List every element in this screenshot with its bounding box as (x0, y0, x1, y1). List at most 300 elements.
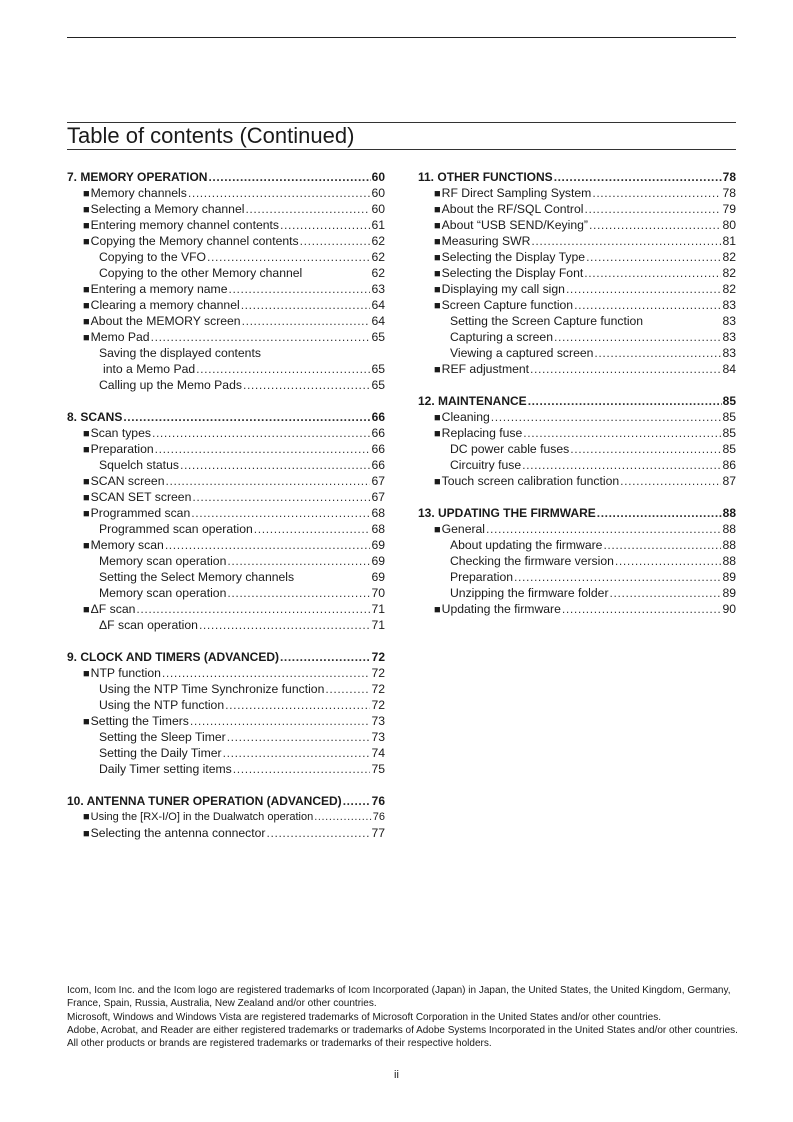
toc-entry-label (434, 297, 573, 314)
toc-page-number: 60 (371, 202, 385, 216)
toc-entry[interactable] (418, 585, 736, 601)
dot-leader (514, 569, 721, 585)
toc-entry-text: 10. ANTENNA TUNER OPERATION (ADVANCED) (67, 794, 342, 808)
toc-entry[interactable] (67, 505, 385, 521)
toc-entry[interactable] (67, 537, 385, 553)
square-bullet-icon: ■ (83, 284, 90, 296)
toc-page-number: 64 (371, 298, 385, 312)
toc-entry-label (434, 217, 588, 234)
toc-entry-label (99, 761, 232, 777)
toc-entry[interactable] (67, 601, 385, 617)
toc-entry-text: About “USB SEND/Keying” (441, 218, 588, 232)
toc-entry-text: 11. OTHER FUNCTIONS (418, 170, 553, 184)
toc-entry[interactable] (418, 201, 736, 217)
toc-entry-label (83, 425, 151, 442)
toc-entry-label (99, 697, 224, 713)
toc-entry[interactable] (67, 297, 385, 313)
toc-entry[interactable] (418, 425, 736, 441)
square-bullet-icon: ■ (83, 236, 90, 248)
dot-leader (610, 585, 722, 601)
dot-leader (192, 489, 370, 505)
toc-entry-text: Daily Timer setting items (99, 762, 232, 776)
square-bullet-icon: ■ (83, 476, 90, 488)
dot-leader (615, 553, 722, 569)
square-bullet-icon: ■ (83, 508, 90, 520)
dot-leader (486, 521, 721, 537)
square-bullet-icon: ■ (83, 604, 90, 616)
toc-entry-label (83, 809, 313, 825)
toc-section (418, 393, 736, 489)
dot-leader (241, 297, 371, 313)
toc-entry-label (434, 201, 583, 218)
toc-entry-label (434, 281, 565, 298)
dot-leader (584, 265, 721, 281)
toc-page-number: 62 (371, 234, 385, 248)
dot-leader (528, 393, 722, 409)
toc-entry-label (83, 233, 299, 250)
toc-page-number: 72 (371, 666, 385, 680)
toc-entry[interactable] (418, 185, 736, 201)
toc-entry-text: Setting the Timers (90, 714, 189, 728)
square-bullet-icon: ■ (434, 412, 441, 424)
toc-entry[interactable] (418, 233, 736, 249)
dot-leader (190, 713, 371, 729)
dot-leader (280, 649, 371, 665)
dot-leader (233, 761, 371, 777)
toc-page-number: 83 (722, 330, 736, 344)
toc-entry[interactable] (418, 281, 736, 297)
toc-entry[interactable] (418, 441, 736, 457)
toc-entry-text: Setting the Select Memory channels (99, 570, 295, 584)
toc-entry-text: 13. UPDATING THE FIRMWARE (418, 506, 596, 520)
toc-entry[interactable] (67, 697, 385, 713)
dot-leader (227, 553, 370, 569)
toc-entry-text: Viewing a captured screen (450, 346, 594, 360)
toc-entry[interactable] (67, 345, 385, 361)
dot-leader (165, 473, 370, 489)
toc-entry-text: Memory scan (90, 538, 164, 552)
toc-page-number: 64 (371, 314, 385, 328)
toc-entry-label (83, 665, 161, 682)
square-bullet-icon: ■ (83, 811, 90, 823)
toc-left-column (67, 169, 385, 857)
toc-entry-text: Programmed scan (90, 506, 191, 520)
toc-entry-label (434, 233, 530, 250)
toc-entry-label (450, 329, 553, 345)
toc-entry-label (83, 713, 189, 730)
trademark-line-2: Microsoft, Windows and Windows Vista are registered trademarks of Microsoft Corporation in the United States and/or other countries. (67, 1011, 661, 1023)
toc-page-number: 67 (371, 474, 385, 488)
square-bullet-icon: ■ (83, 540, 90, 552)
toc-entry[interactable] (418, 217, 736, 233)
toc-entry-text: Screen Capture function (441, 298, 574, 312)
toc-entry[interactable] (67, 377, 385, 393)
dot-leader (574, 297, 721, 313)
toc-entry[interactable] (67, 713, 385, 729)
toc-page-number: 69 (371, 570, 385, 584)
toc-entry-label (434, 249, 585, 266)
toc-entry[interactable] (67, 761, 385, 777)
toc-entry-text: Programmed scan operation (99, 522, 253, 536)
toc-section (67, 409, 385, 633)
toc-entry[interactable] (67, 281, 385, 297)
toc-entry[interactable] (67, 441, 385, 457)
toc-entry-label (450, 457, 521, 473)
toc-entry[interactable] (67, 313, 385, 329)
toc-entry-label (99, 729, 226, 745)
toc-page-number: 89 (722, 586, 736, 600)
toc-entry[interactable] (67, 329, 385, 345)
toc-page-number: 66 (371, 426, 385, 440)
square-bullet-icon: ■ (83, 188, 90, 200)
toc-entry-label (99, 569, 294, 585)
square-bullet-icon: ■ (434, 604, 441, 616)
toc-entry-label (99, 249, 206, 265)
toc-entry[interactable] (418, 329, 736, 345)
toc-entry-text: Setting the Screen Capture function (450, 314, 644, 328)
toc-page-number: 66 (371, 442, 385, 456)
toc-entry-text: 7. MEMORY OPERATION (67, 170, 208, 184)
toc-entry[interactable] (67, 425, 385, 441)
page-title: Table of contents (Continued) (67, 123, 355, 148)
toc-page-number: 73 (371, 730, 385, 744)
toc-entry[interactable] (67, 185, 385, 201)
toc-entry-label (83, 281, 228, 298)
dot-leader (155, 441, 371, 457)
toc-entry-label (434, 473, 619, 490)
toc-page-number: 69 (371, 538, 385, 552)
toc-entry-text: Selecting a Memory channel (90, 202, 245, 216)
toc-page-number: 83 (722, 346, 736, 360)
square-bullet-icon: ■ (83, 492, 90, 504)
square-bullet-icon: ■ (83, 204, 90, 216)
toc-entry-text: Selecting the antenna connector (90, 826, 266, 840)
toc-entry-text: Copying to the other Memory channel (99, 266, 303, 280)
square-bullet-icon: ■ (83, 428, 90, 440)
toc-entry-text: Using the NTP Time Synchronize function (99, 682, 325, 696)
toc-entry[interactable] (67, 265, 385, 281)
square-bullet-icon: ■ (434, 300, 441, 312)
dot-leader (242, 313, 371, 329)
toc-entry-text: Memory scan operation (99, 586, 227, 600)
toc-entry-text: into a Memo Pad (103, 362, 196, 376)
toc-entry-label (83, 329, 150, 346)
toc-page-number: 82 (722, 282, 736, 296)
toc-page-number: 74 (371, 746, 385, 760)
dot-leader (280, 217, 370, 233)
toc-entry-text: About the MEMORY screen (90, 314, 241, 328)
toc-entry[interactable] (67, 233, 385, 249)
toc-page-number: 88 (722, 522, 736, 536)
square-bullet-icon: ■ (83, 828, 90, 840)
dot-leader (343, 793, 371, 809)
dot-leader (620, 473, 721, 489)
dot-leader (314, 809, 372, 825)
square-bullet-icon: ■ (434, 428, 441, 440)
toc-section-heading[interactable] (67, 649, 385, 665)
toc-page-number: 62 (371, 266, 385, 280)
toc-page-number: 88 (722, 554, 736, 568)
toc-entry[interactable] (418, 601, 736, 617)
toc-entry[interactable] (67, 249, 385, 265)
toc-entry[interactable] (67, 217, 385, 233)
toc-entry-label (99, 585, 226, 601)
toc-entry-text: Setting the Daily Timer (99, 746, 222, 760)
dot-leader (554, 169, 722, 185)
toc-entry-label (450, 537, 602, 553)
toc-entry[interactable] (67, 585, 385, 601)
toc-page-number: 85 (722, 394, 736, 408)
toc-entry-text: Unzipping the firmware folder (450, 586, 609, 600)
dot-leader (227, 585, 370, 601)
toc-page-number: 66 (371, 410, 385, 424)
toc-entry-text: Copying to the VFO (99, 250, 207, 264)
square-bullet-icon: ■ (434, 220, 441, 232)
toc-page-number: 90 (722, 602, 736, 616)
toc-page-number: 61 (371, 218, 385, 232)
toc-entry[interactable] (418, 521, 736, 537)
toc-entry-label (83, 825, 265, 842)
toc-entry-text: About updating the firmware (450, 538, 603, 552)
toc-entry-text: Using the [RX-I/O] in the Dualwatch operation (90, 811, 314, 823)
toc-entry-text: Capturing a screen (450, 330, 553, 344)
toc-entry[interactable] (67, 457, 385, 473)
toc-entry[interactable] (418, 553, 736, 569)
toc-entry-label (83, 489, 191, 506)
toc-entry[interactable] (418, 457, 736, 473)
square-bullet-icon: ■ (434, 236, 441, 248)
toc-page-number: 73 (371, 714, 385, 728)
toc-entry-label (99, 345, 261, 361)
toc-section-heading[interactable] (418, 393, 736, 409)
toc-section-heading[interactable] (418, 505, 736, 521)
dot-leader (589, 217, 721, 233)
dot-leader (325, 681, 370, 697)
toc-entry[interactable] (67, 521, 385, 537)
toc-page-number: 83 (722, 314, 736, 328)
square-bullet-icon: ■ (83, 220, 90, 232)
toc-page-number: 71 (371, 602, 385, 616)
toc-page-number: 72 (371, 682, 385, 696)
toc-page-number: 85 (722, 426, 736, 440)
toc-entry[interactable] (418, 249, 736, 265)
dot-leader (123, 409, 370, 425)
toc-entry[interactable] (418, 361, 736, 377)
dot-leader (208, 169, 370, 185)
toc-entry-text: SCAN screen (90, 474, 165, 488)
toc-entry-text: Displaying my call sign (441, 282, 565, 296)
toc-entry-text: REF adjustment (441, 362, 530, 376)
dot-leader (180, 457, 370, 473)
toc-page-number: 77 (371, 826, 385, 840)
toc-entry[interactable] (67, 201, 385, 217)
toc-page-number: 78 (722, 186, 736, 200)
toc-entry-label (450, 313, 643, 329)
toc-entry-label (450, 569, 513, 585)
toc-entry-text: Replacing fuse (441, 426, 523, 440)
toc-page-number: 82 (722, 266, 736, 280)
dot-leader (191, 505, 370, 521)
toc-entry[interactable] (418, 313, 736, 329)
square-bullet-icon: ■ (434, 364, 441, 376)
toc-page-number: 89 (722, 570, 736, 584)
toc-entry[interactable] (67, 681, 385, 697)
square-bullet-icon: ■ (434, 268, 441, 280)
toc-entry-text: Copying the Memory channel contents (90, 234, 299, 248)
square-bullet-icon: ■ (434, 284, 441, 296)
toc-entry[interactable] (67, 745, 385, 761)
toc-entry-text: Preparation (450, 570, 514, 584)
toc-entry-text: General (441, 522, 486, 536)
toc-entry[interactable] (67, 809, 385, 825)
toc-page-number: 76 (372, 811, 385, 823)
toc-entry[interactable] (67, 569, 385, 585)
toc-entry-text: Touch screen calibration function (441, 474, 620, 488)
dot-leader (570, 441, 721, 457)
dot-leader (592, 185, 721, 201)
toc-entry[interactable] (67, 361, 385, 377)
toc-page-number: 88 (722, 538, 736, 552)
top-rule (67, 37, 736, 38)
toc-entry-label (434, 265, 583, 282)
toc-entry-label (83, 217, 279, 234)
toc-entry[interactable] (418, 345, 736, 361)
trademark-line-3: Adobe, Acrobat, and Reader are either registered trademarks or trademarks of Adobe Systems Incorporated in the United States and/or other countries. (67, 1024, 738, 1036)
toc-section-heading[interactable] (67, 169, 385, 185)
toc-entry-text: Entering memory channel contents (90, 218, 279, 232)
toc-entry[interactable] (67, 617, 385, 633)
toc-entry-text: Scan types (90, 426, 151, 440)
toc-page-number: 72 (371, 650, 385, 664)
dot-leader (597, 505, 722, 521)
dot-leader (199, 617, 371, 633)
toc-entry-label (83, 185, 187, 202)
toc-page-number: 72 (371, 698, 385, 712)
toc-entry-text: Cleaning (441, 410, 490, 424)
dot-leader (566, 281, 722, 297)
toc-entry-text: Memo Pad (90, 330, 150, 344)
dot-leader (223, 745, 371, 761)
toc-entry-text: Updating the firmware (441, 602, 561, 616)
toc-entry-text: Squelch status (99, 458, 179, 472)
dot-leader (188, 185, 371, 201)
toc-entry[interactable] (418, 297, 736, 313)
toc-section-heading[interactable] (67, 409, 385, 425)
dot-leader (229, 281, 371, 297)
toc-entry-label (83, 473, 164, 490)
toc-entry-text: Using the NTP function (99, 698, 225, 712)
toc-entry-label (99, 617, 198, 633)
toc-entry-text: ΔF scan operation (99, 618, 198, 632)
toc-entry-label (67, 409, 122, 425)
toc-page-number: 68 (371, 506, 385, 520)
toc-page-number: 68 (371, 522, 385, 536)
toc-page-number: 83 (722, 298, 736, 312)
toc-entry-text: Selecting the Display Type (441, 250, 586, 264)
toc-entry[interactable] (418, 473, 736, 489)
toc-section-heading[interactable] (418, 169, 736, 185)
dot-leader (586, 249, 721, 265)
toc-page-number: 84 (722, 362, 736, 376)
square-bullet-icon: ■ (83, 332, 90, 344)
toc-page-number: 65 (371, 378, 385, 392)
dot-leader (245, 201, 370, 217)
dot-leader (300, 233, 371, 249)
toc-page-number: 75 (371, 762, 385, 776)
toc-entry-label (99, 521, 253, 537)
toc-section (67, 793, 385, 841)
toc-entry[interactable] (67, 553, 385, 569)
dot-leader (136, 601, 370, 617)
toc-page-number: 80 (722, 218, 736, 232)
toc-entry-label (99, 457, 179, 473)
toc-entry-label (450, 585, 609, 601)
toc-entry-text: SCAN SET screen (90, 490, 192, 504)
toc-page-number: 79 (722, 202, 736, 216)
dot-leader (530, 361, 721, 377)
toc-entry-label (83, 313, 241, 330)
toc-entry-text: NTP function (90, 666, 161, 680)
toc-entry-text: Memory channels (90, 186, 187, 200)
toc-page-number: 85 (722, 410, 736, 424)
toc-entry-label (434, 185, 591, 202)
toc-page-number: 70 (371, 586, 385, 600)
toc-section (418, 505, 736, 617)
toc-section (67, 169, 385, 393)
toc-entry[interactable] (418, 265, 736, 281)
dot-leader (165, 537, 371, 553)
toc-entry[interactable] (67, 489, 385, 505)
dot-leader (227, 729, 371, 745)
toc-page-number: 69 (371, 554, 385, 568)
toc-entry[interactable] (67, 473, 385, 489)
dot-leader (207, 249, 370, 265)
dot-leader (162, 665, 371, 681)
dot-leader (584, 201, 721, 217)
toc-entry-label (83, 441, 154, 458)
square-bullet-icon: ■ (434, 252, 441, 264)
toc-entry[interactable] (67, 729, 385, 745)
toc-entry[interactable] (418, 409, 736, 425)
toc-entry[interactable] (67, 665, 385, 681)
page-title-bar (67, 122, 736, 150)
toc-page-number: 71 (371, 618, 385, 632)
toc-entry-text: DC power cable fuses (450, 442, 570, 456)
toc-section (67, 649, 385, 777)
toc-entry-label (83, 505, 190, 522)
toc-entry-label (434, 361, 529, 378)
toc-entry-label (99, 553, 226, 569)
toc-entry-label (450, 441, 569, 457)
page-number: ii (394, 1069, 399, 1081)
dot-leader (151, 329, 371, 345)
toc-entry-text: Saving the displayed contents (99, 346, 261, 360)
toc-entry-label (99, 745, 222, 761)
toc-entry[interactable] (67, 825, 385, 841)
toc-entry-label (99, 377, 242, 393)
toc-section (418, 169, 736, 377)
toc-entry-text: ΔF scan (90, 602, 136, 616)
toc-entry-text: Preparation (90, 442, 154, 456)
toc-entry-label (67, 793, 342, 809)
toc-page-number: 87 (722, 474, 736, 488)
trademark-line-4: All other products or brands are registered trademarks or trademarks of their respective holders. (67, 1038, 492, 1050)
toc-section-heading[interactable] (67, 793, 385, 809)
toc-entry-text: RF Direct Sampling System (441, 186, 592, 200)
toc-entry[interactable] (418, 569, 736, 585)
toc-entry[interactable] (418, 537, 736, 553)
toc-entry-label (434, 601, 561, 618)
